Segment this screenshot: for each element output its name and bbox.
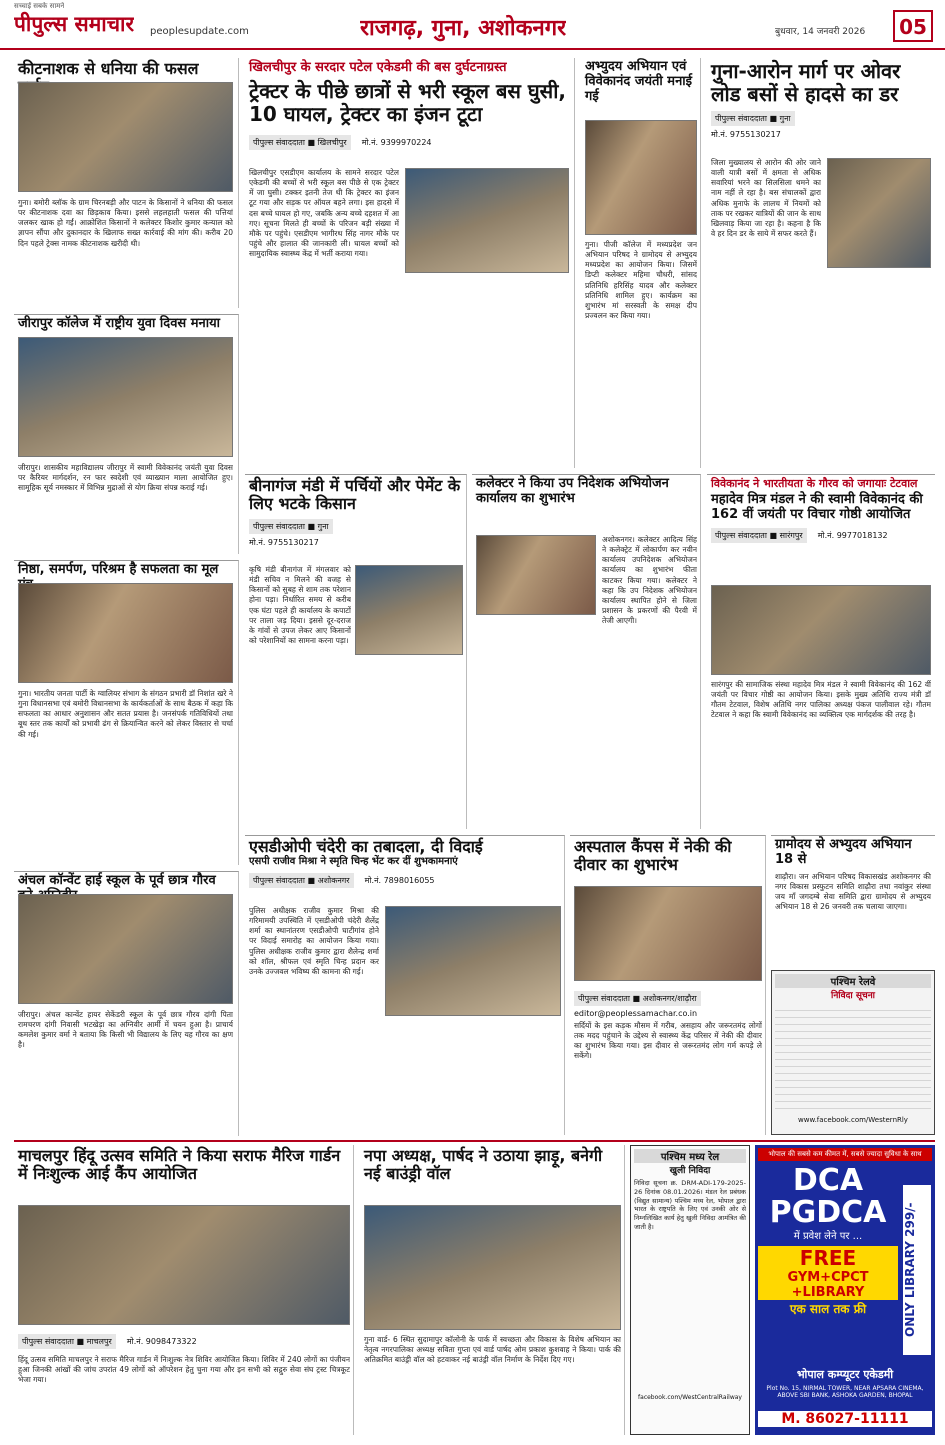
article-body: शाढ़ौरा। जन अभियान परिषद विकासखंड अशोकनगर की नगर विकास प्रस्फुटन समिति शाढ़ौरा तथा नवांकुर संस्था जय माँ जगदम्बे सेवा समिति द्वारा ग्रामोदय से अभ्युदय अभियान 18 से 26 जनवरी तक चलाया जाएगा। xyxy=(775,871,931,912)
mobile-number: मो.नं. 9977018132 xyxy=(817,531,888,541)
headline: अस्पताल कैंपस में नेकी की दीवार का शुभारंभ xyxy=(574,837,732,875)
ad-western-railway xyxy=(771,970,935,1135)
byline-row xyxy=(574,986,762,1018)
ad-offer: GYM+CPCT +LIBRARY xyxy=(758,1270,898,1300)
subheadline: एसपी राजीव मिश्रा ने स्मृति चिन्ह भेंट कर दीं शुभकामनाएं xyxy=(249,856,458,868)
ad-footer[interactable]: facebook.com/WestCentralRailway xyxy=(638,1394,742,1401)
article-dhaniya xyxy=(14,58,239,308)
article-sdop-farewell xyxy=(245,835,565,1135)
article-photo xyxy=(364,1205,621,1330)
kicker: विवेकानंद ने भारतीयता के गौरव को जगायाः टेटवाल xyxy=(711,477,918,490)
mobile-number: मो.नं. 9755130217 xyxy=(249,537,319,547)
byline: पीपुल्स संवाददाता ■ माचलपुर xyxy=(18,1334,116,1349)
byline: पीपुल्स संवाददाता ■ गुना xyxy=(711,111,795,126)
byline-row xyxy=(249,868,560,891)
article-photo xyxy=(18,1205,350,1325)
kicker: खिलचीपुर के सरदार पटेल एकेडमी की बस दुर्घटनाग्रस्त xyxy=(249,60,507,75)
article-photo xyxy=(355,565,463,655)
headline: एसडीओपी चंदेरी का तबादला, दी विदाई xyxy=(249,837,483,856)
article-photo xyxy=(476,535,596,615)
article-napa-cleanliness xyxy=(360,1145,625,1435)
byline-row xyxy=(249,130,570,153)
ad-top-line: भोपाल की सबसे कम कीमत में, सबसे ज्यादा सुविधा के साथ xyxy=(758,1148,932,1161)
ad-notice-text: निविदा सूचना क्र. DRM-ADI-179-2025-26 दिनांक 08.01.2026। मंडल रेल प्रबंधक (विद्युत सामान्य) पश्चिम मध्य रेल, भोपाल द्वारा भारत के राष्ट्रपति के लिए एवं उनकी ओर से निम्नलिखित कार्य हेतु खुली निविदा आमंत्रित की जाती है। xyxy=(634,1179,746,1231)
headline: माचलपुर हिंदू उत्सव समिति ने किया सराफ मैरिज गार्डन में निःशुल्क आई कैंप आयोजित xyxy=(18,1146,341,1184)
byline-row xyxy=(711,106,931,129)
ad-title: पश्चिम रेलवे xyxy=(775,974,931,988)
ad-footer[interactable]: www.facebook.com/WesternRly xyxy=(798,1116,908,1124)
byline: पीपुल्स संवाददाता ■ गुना xyxy=(249,519,333,534)
article-neki-ki-deewar xyxy=(570,835,766,1135)
mobile-number: मो.नं. 7898016055 xyxy=(364,876,435,886)
ad-pgdca-title: PGDCA xyxy=(769,1194,887,1230)
ad-address: Plot No. 15, NIRMAL TOWER, NEAR APSARA CINEMA, ABOVE SBI BANK, ASHOKA GARDEN, BHOPAL xyxy=(766,1385,924,1400)
mobile-number: मो.नं. 9399970224 xyxy=(361,137,432,147)
headline: जीरापुर कॉलेज में राष्ट्रीय युवा दिवस मनाया xyxy=(18,316,221,331)
newspaper-logo: पीपुल्स समाचार xyxy=(14,12,135,36)
headline: गुना-आरोन मार्ग पर ओवर लोड बसों से हादसे का डर xyxy=(711,59,901,106)
ad-admission: में प्रवेश लेने पर ... xyxy=(793,1231,863,1242)
article-abhyuday xyxy=(581,58,701,468)
ad-dca-title: DCA xyxy=(792,1163,864,1198)
dateline: बुधवार, 14 जनवरी 2026 xyxy=(775,27,866,37)
byline: पीपुल्स संवाददाता ■ अशोकनगर/शाढ़ौरा xyxy=(574,991,701,1006)
ad-title: पश्चिम मध्य रेल xyxy=(634,1149,746,1163)
article-body: अशोकनगर। कलेक्टर आदित्य सिंह ने कलेक्ट्रेट में लोकार्पण कर नवीन कार्यालय उपनिदेशक अभियोजन कार्यालय का शुभारंभ फीता काटकर किया गया। कलेक्टर ने कहा कि उप निदेशक अभियोजन कार्यालय स्थापित होने से जिला प्रशासन के प्रकरणों की पैरवी में तेजी आएगी। xyxy=(602,535,697,625)
mobile-number: मो.नं. 9755130217 xyxy=(711,130,781,139)
mobile-number: मो.नं. 9098473322 xyxy=(126,1337,197,1346)
email[interactable]: editor@peoplessamachar.co.in xyxy=(574,1009,698,1018)
ad-west-central-railway xyxy=(630,1145,750,1435)
article-body: सर्दियों के इस कड़क मौसम में गरीब, असहाय और जरूरतमंद लोगों तक मदद पहुंचाने के उद्देश्य से स्वास्थ्य केंद्र परिसर में नेकी की दीवार का शुभारंभ किया गया। इस दीवार से जरूरतमंद लोग गर्म कपड़े ले सकेंगे। xyxy=(574,1021,762,1061)
headline: कीटनाशक से धनिया की फसल xyxy=(18,59,199,78)
masthead xyxy=(0,0,945,50)
byline: पीपुल्स संवाददाता ■ खिलचीपुर xyxy=(249,135,351,150)
article-collector xyxy=(472,474,701,829)
headline: अभ्युदय अभियान एवं विवेकानंद जयंती मनाई गई xyxy=(585,59,693,104)
byline-row xyxy=(18,1329,350,1352)
article-photo xyxy=(405,168,569,273)
byline: पीपुल्स संवाददाता ■ सारंगपुर xyxy=(711,528,807,543)
article-body: पुलिस अधीक्षक राजीव कुमार मिश्रा की गरिमामयी उपस्थिति में एसडीओपी चंदेरी शैलेंद्र शर्मा का स्थानांतरण एसडीओपी घाटीगांव होने पर विदाई समारोह का आयोजन किया गया। पुलिस अधीक्षक राजीव कुमार द्वारा शैलेन्द्र शर्मा को शॉल, श्रीफल एवं स्मृति चिन्ह प्रदान कर उनके उज्जवल भविष्य की कामना की गई। xyxy=(249,906,379,976)
ad-side-offer: ONLY LIBRARY 299/- xyxy=(903,1185,931,1355)
headline: बीनागंज मंडी में पर्चियों और पेमेंट के लिए भटके किसान xyxy=(249,476,461,514)
article-photo xyxy=(18,894,233,1004)
article-photo xyxy=(385,906,561,1016)
article-bus-accident xyxy=(245,58,575,468)
headline: कलेक्टर ने किया उप निदेशक अभियोजन कार्यालय का शुभारंभ xyxy=(476,476,669,506)
article-machalpur-eye-camp xyxy=(14,1145,354,1435)
headline: ग्रामोदय से अभ्युदय अभियान 18 से xyxy=(775,837,912,867)
article-body: सारंगपुर की सामाजिक संस्था महादेव मित्र मंडल ने स्वामी विवेकानंद की 162 वीं जयंती पर विचार गोष्ठी का आयोजन किया। इसके मुख्य अतिथि राज्य मंत्री डॉ गौतम टेटवाल, विशेष अतिथि नगर पालिका अध्यक्ष पंकज पालीवाल रहे। गौतम टेटवाल ने कहा कि स्वामी विवेकानंद का व्यक्तित्व एक मार्गदर्शक की तरह है। xyxy=(711,680,931,720)
article-body: हिंदू उत्सव समिति माचलपुर ने सराफ मैरिज गार्डन में निःशुल्क नेत्र शिविर आयोजित किया। शिविर में 240 लोगों का पंजीयन हुआ जिनकी आंखों की जांच उपरांत 49 लोगों को ऑपरेशन हेतु चुना गया और इन सभी को सद्गुरु सेवा संघ ट्रस्ट चित्रकूट भेजा गया। xyxy=(18,1355,350,1385)
article-body: जीरापुर। शासकीय महाविद्यालय जीरापुर में स्वामी विवेकानंद जयंती युवा दिवस पर कैरियर मार्गदर्शन, रन फार स्वदेशी एवं व्याख्यान माला आयोजित हुए। सामूहिक सूर्य नमस्कार में विभिन्न मुद्राओं से योग क्रिया संपन्न कराई गई। xyxy=(18,463,233,493)
article-body: कृषि मंडी बीनागंज में मंगलवार को मंडी सचिव न मिलने की वजह से किसानों को सुबह से शाम तक परेशान होना पड़ा। निर्धारित समय से करीब एक घंटा पहले ही कार्यालय के कपाटों पर ताला जड़ दिया। इससे दूर-दराज के गांवों से उपज लेकर आए किसानों को परेशानियों का सामना करना पड़ा। xyxy=(249,565,351,645)
headline: नपा अध्यक्ष, पार्षद ने उठाया झाड़ू, बनेगी नई बाउंड्री वॉल xyxy=(364,1146,603,1184)
article-yuva-diwas xyxy=(14,314,239,554)
notice-text-block xyxy=(775,1004,931,1114)
ad-tagline: एक साल तक फ्री xyxy=(789,1302,867,1316)
article-body: गुना वार्ड- 6 स्थित सुदामापुर कॉलोनी के पार्क में स्वच्छता और विकास के विशेष अभियान का नेतृत्व नगरपालिका अध्यक्ष सविता गुप्ता एवं वार्ड पार्षद ओम प्रकाश कुशवाह ने किया। पार्क की अतिक्रमित बाउंड्री वॉल को हटवाकर नई बाउंड्री वॉल निर्माण के निर्देश दिए गए। xyxy=(364,1335,621,1365)
article-photo xyxy=(18,583,233,683)
headline: अंचल कॉन्वेंट हाई स्कूल के पूर्व छात्र गौरव xyxy=(18,873,216,888)
page-number: 05 xyxy=(893,10,933,42)
article-body: गुना। भारतीय जनता पार्टी के ग्वालियर संभाग के संगठन प्रभारी डॉ निशांत खरे ने गुना विधानसभा एवं बमोरी विधानसभा के कार्यकर्ताओं के साथ बैठक में कहा कि सफलता का आधार अनुशासन और सतत प्रयास है। जनसंपर्क गतिविधियों तथा बूथ स्तर तक कार्यों को प्रभावी ढंग से क्रियान्वित करने को लेकर विस्तार से चर्चा की गई। xyxy=(18,689,233,739)
article-photo xyxy=(18,82,233,192)
ad-dca-pgdca[interactable] xyxy=(755,1145,935,1435)
ad-free: FREE xyxy=(758,1246,898,1270)
article-nishtha xyxy=(14,560,239,865)
headline: महादेव मित्र मंडल ने की स्वामी विवेकानंद की 162 वीं जयंती पर विचार गोष्ठी आयोजित xyxy=(711,492,923,523)
article-beenaganj xyxy=(245,474,467,829)
byline-row xyxy=(711,523,931,546)
byline-row xyxy=(249,514,462,537)
article-overload-bus xyxy=(707,58,935,468)
headline: ट्रेक्टर के पीछे छात्रों से भरी स्कूल बस घुसी, 10 घायल, ट्रेक्टर का इंजन टूटा xyxy=(249,78,566,126)
article-body: जिला मुख्यालय से आरोन की ओर जाने वाली यात्री बसों में क्षमता से अधिक सवारियां भरने का सिलसिला थमने का नाम नहीं ले रहा है। बस संचालकों द्वारा अधिक मुनाफे के लालच में नियमों को ताक पर रखकर यात्रियों की जान के साथ खिलवाड़ किया जा रहा है। कहना है कि वे हर दिन डर के साये में सफर करते हैं। xyxy=(711,158,821,238)
article-body: खिलचीपुर एसडीएम कार्यालय के सामने सरदार पटेल एकेडमी की बच्चों से भरी स्कूल बस पीछे से एक ट्रेक्टर में जा घुसी। टक्कर इतनी तेज थी कि ट्रेक्टर का इंजन टूट गया और सड़क पर ऑयल बहने लगा। इस हादसे में दस बच्चे घायल हो गए, जबकि अन्य बच्चे दहशत में आ गए। सूचना मिलते ही बच्चों के परिजन बड़ी संख्या में मौके पर पहुंचे। एसडीएम भागीरथ सिंह नागर मौके पर पहुंचे और हालात की जानकारी ली। घायल बच्चों को सामुदायिक स्वास्थ्य केंद्र में भर्ती कराया गया। xyxy=(249,168,399,258)
website-url[interactable]: peoplesupdate.com xyxy=(150,26,249,37)
ad-phone[interactable]: M. 86027-11111 xyxy=(758,1411,932,1427)
article-gramoday xyxy=(771,835,935,965)
article-photo xyxy=(18,337,233,457)
ad-subtitle: निविदा सूचना xyxy=(830,991,876,1001)
article-photo xyxy=(827,158,931,268)
city-banner: राजगढ़, गुना, अशोकनगर xyxy=(360,16,567,41)
ad-subtitle: खुली निविदा xyxy=(669,1166,711,1176)
article-mahadev-mandal xyxy=(707,474,935,829)
section-divider xyxy=(14,1140,935,1142)
article-body: जीरापुर। अंचल कान्वेंट हायर सेकेंडरी स्कूल के पूर्व छात्र गौरव दांगी पिता रामचरण दांगी निवासी भटखेड़ा का अग्निवीर आर्मी में चयन हुआ है। प्राचार्य कमलेश कुमार वर्मा ने बताया कि किसी भी विद्यालय के लिए यह गौरव का क्षण है। xyxy=(18,1010,233,1050)
article-body: गुना। बमोरी ब्लॉक के ग्राम चिरनबड़ी और पाटन के किसानों ने धनिया की फसल पर कीटनाशक दवा का छिड़काव किया। इससे लहलहाती फसल की पत्तियां जलकर खाक हो गईं। आक्रोशित किसानों ने कलेक्टर किशोर कुमार कन्याल को ज्ञापन सौंपा और दुकानदार के खिलाफ सख्त कार्रवाई की मांग की। करीब 20 दिन पहले ट्रेक्स नामक कीटनाशक खरीदी थी। xyxy=(18,198,233,248)
article-photo xyxy=(574,886,762,981)
article-photo xyxy=(585,120,697,235)
article-photo xyxy=(711,585,931,675)
ad-academy: भोपाल कम्प्यूटर एकेडमी xyxy=(796,1368,894,1381)
article-agniveer xyxy=(14,871,239,1136)
tagline: सच्चाई सबके सामने xyxy=(14,2,65,10)
article-body: गुना। पीजी कॉलेज में मध्यप्रदेश जन अभियान परिषद ने ग्रामोदय से अभ्युदय मध्यप्रदेश का आयोजन किया। जिसमें डिप्टी कलेक्टर महिमा चौधरी, सांसद प्रतिनिधि हरिसिंह यादव और कलेक्टर प्रतिनिधि शामिल हुए। कार्यक्रम का शुभारंभ मां सरस्वती के समक्ष दीप प्रज्वलन कर किया गया। xyxy=(585,240,697,320)
headline: निष्ठा, समर्पण, परिश्रम है सफलता का मूल xyxy=(18,562,219,577)
byline: पीपुल्स संवाददाता ■ अशोकनगर xyxy=(249,873,354,888)
